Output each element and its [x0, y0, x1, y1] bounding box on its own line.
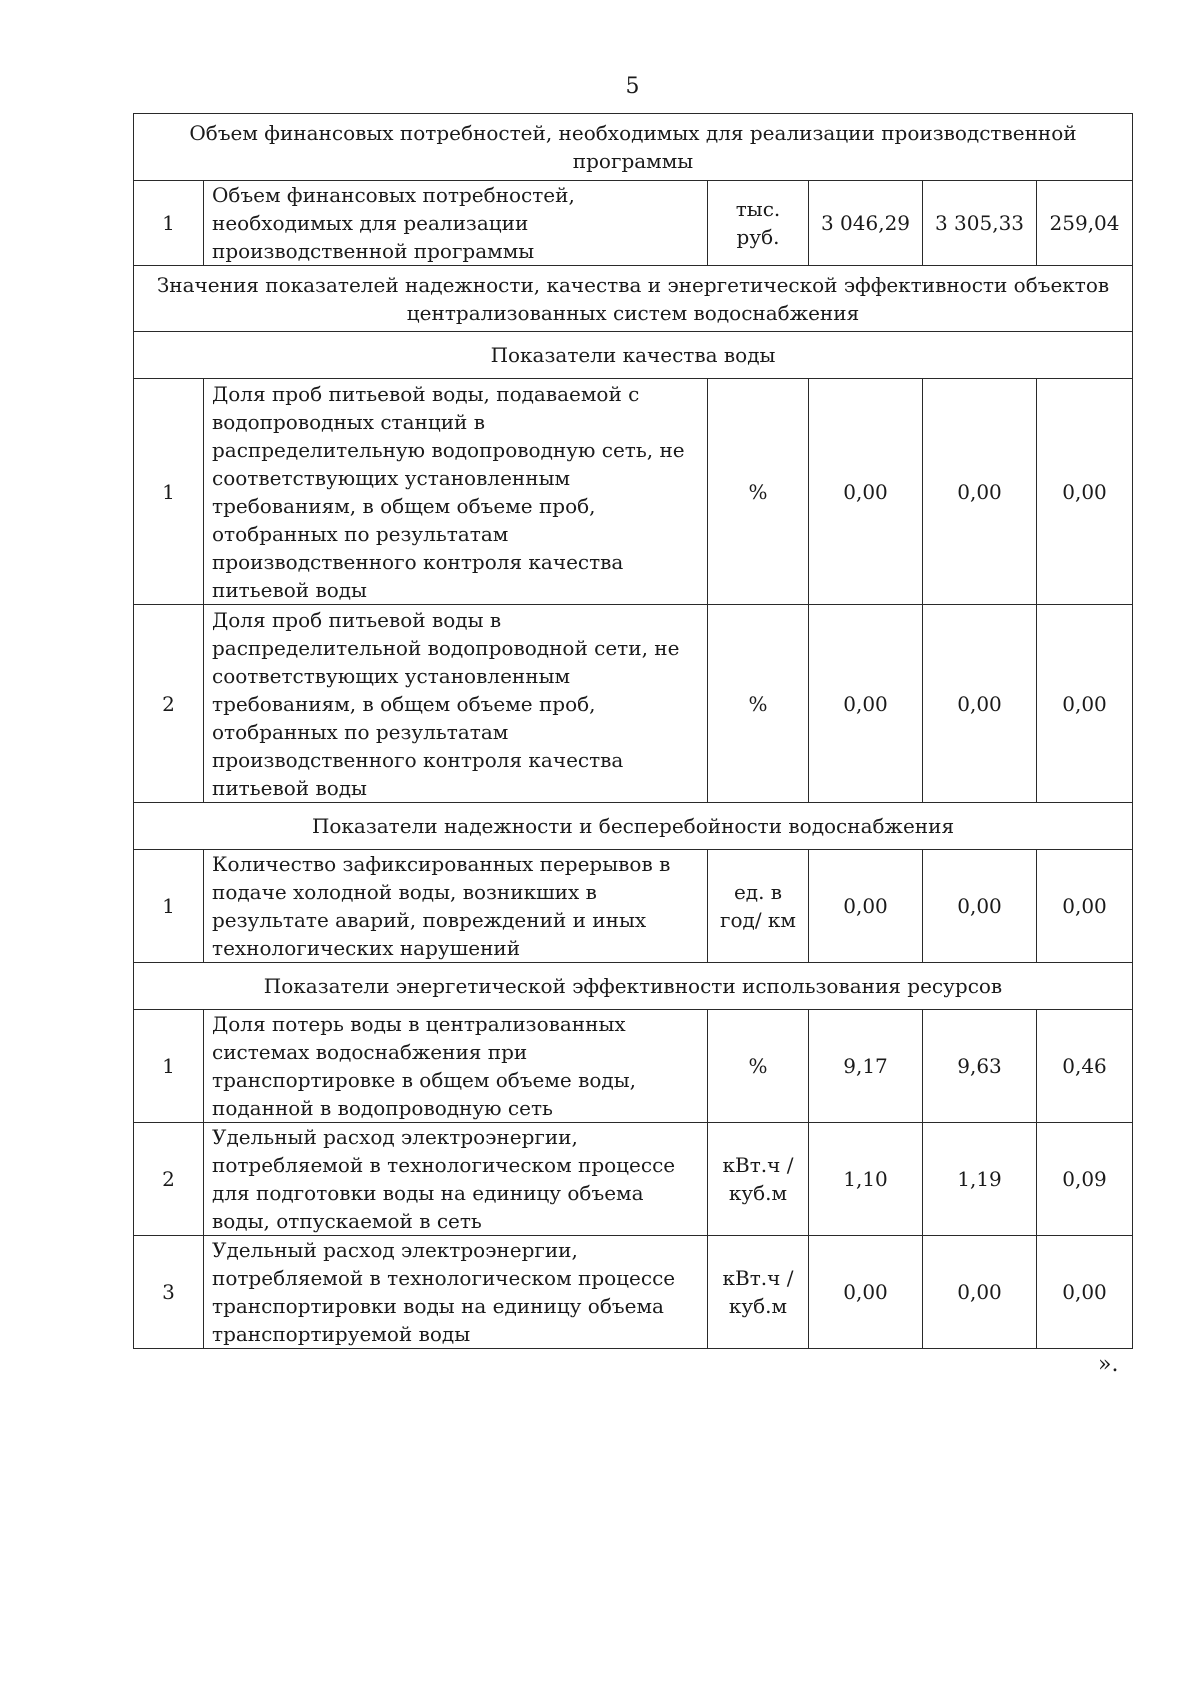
row-description: Удельный расход электроэнергии, потребляемой в технологическом процессе для подготовки воды на единицу объема воды, отпускаемой в сеть [204, 1123, 708, 1236]
section-header-row [134, 803, 1133, 850]
row-value-1: 0,00 [809, 605, 923, 803]
row-description: Количество зафиксированных перерывов в подаче холодной воды, возникших в результате аварий, повреждений и иных технологических нарушений [204, 850, 708, 963]
row-value-2: 3 305,33 [923, 181, 1037, 266]
section-header-row [134, 963, 1133, 1010]
row-unit: кВт.ч / куб.м [708, 1123, 809, 1236]
indicators-table [133, 113, 1133, 1349]
section-title-energy: Показатели энергетической эффективности использования ресурсов [134, 963, 1133, 1010]
row-value-1: 0,00 [809, 379, 923, 605]
row-unit: кВт.ч / куб.м [708, 1236, 809, 1349]
row-unit: % [708, 1010, 809, 1123]
row-description: Доля проб питьевой воды, подаваемой с водопроводных станций в распределительную водопроводную сеть, не соответствующих установленным требованиям, в общем объеме проб, отобранных по результатам производственного контроля качества питьевой воды [204, 379, 708, 605]
row-description: Объем финансовых потребностей, необходимых для реализации производственной программы [204, 181, 708, 266]
row-description: Доля потерь воды в централизованных системах водоснабжения при транспортировке в общем объеме воды, поданной в водопроводную сеть [204, 1010, 708, 1123]
row-number: 1 [134, 1010, 204, 1123]
table-row [134, 1236, 1133, 1349]
row-unit: % [708, 379, 809, 605]
section-title-finance: Объем финансовых потребностей, необходимых для реализации производственной программы [134, 114, 1133, 181]
page-number: 5 [625, 74, 640, 99]
table-row [134, 1010, 1133, 1123]
row-value-2: 0,00 [923, 1236, 1037, 1349]
row-value-2: 1,19 [923, 1123, 1037, 1236]
section-header-row [134, 332, 1133, 379]
row-number: 3 [134, 1236, 204, 1349]
row-unit: ед. в год/ км [708, 850, 809, 963]
row-value-3: 0,00 [1037, 1236, 1133, 1349]
closing-quote-mark: ». [1098, 1352, 1119, 1377]
table-row [134, 850, 1133, 963]
row-number: 1 [134, 379, 204, 605]
row-number: 2 [134, 605, 204, 803]
row-value-3: 259,04 [1037, 181, 1133, 266]
row-value-2: 0,00 [923, 379, 1037, 605]
section-title-indicators: Значения показателей надежности, качества и энергетической эффективности объектов централизованных систем водоснабжения [134, 266, 1133, 332]
row-value-2: 0,00 [923, 850, 1037, 963]
row-description: Доля проб питьевой воды в распределительной водопроводной сети, не соответствующих установленным требованиям, в общем объеме проб, отобранных по результатам производственного контроля качества питьевой воды [204, 605, 708, 803]
row-value-1: 0,00 [809, 1236, 923, 1349]
section-title-quality: Показатели качества воды [134, 332, 1133, 379]
row-value-3: 0,00 [1037, 379, 1133, 605]
table-row [134, 379, 1133, 605]
row-number: 1 [134, 181, 204, 266]
row-number: 1 [134, 850, 204, 963]
row-unit: % [708, 605, 809, 803]
row-value-3: 0,46 [1037, 1010, 1133, 1123]
table-row [134, 605, 1133, 803]
section-header-row [134, 266, 1133, 332]
row-number: 2 [134, 1123, 204, 1236]
row-value-2: 0,00 [923, 605, 1037, 803]
table-row [134, 1123, 1133, 1236]
row-value-3: 0,00 [1037, 605, 1133, 803]
row-value-2: 9,63 [923, 1010, 1037, 1123]
row-value-3: 0,09 [1037, 1123, 1133, 1236]
row-value-3: 0,00 [1037, 850, 1133, 963]
row-value-1: 0,00 [809, 850, 923, 963]
row-value-1: 3 046,29 [809, 181, 923, 266]
section-header-row [134, 114, 1133, 181]
row-unit: тыс. руб. [708, 181, 809, 266]
table-row [134, 181, 1133, 266]
row-value-1: 9,17 [809, 1010, 923, 1123]
row-description: Удельный расход электроэнергии, потребляемой в технологическом процессе транспортировки воды на единицу объема транспортируемой воды [204, 1236, 708, 1349]
section-title-reliability: Показатели надежности и бесперебойности водоснабжения [134, 803, 1133, 850]
row-value-1: 1,10 [809, 1123, 923, 1236]
